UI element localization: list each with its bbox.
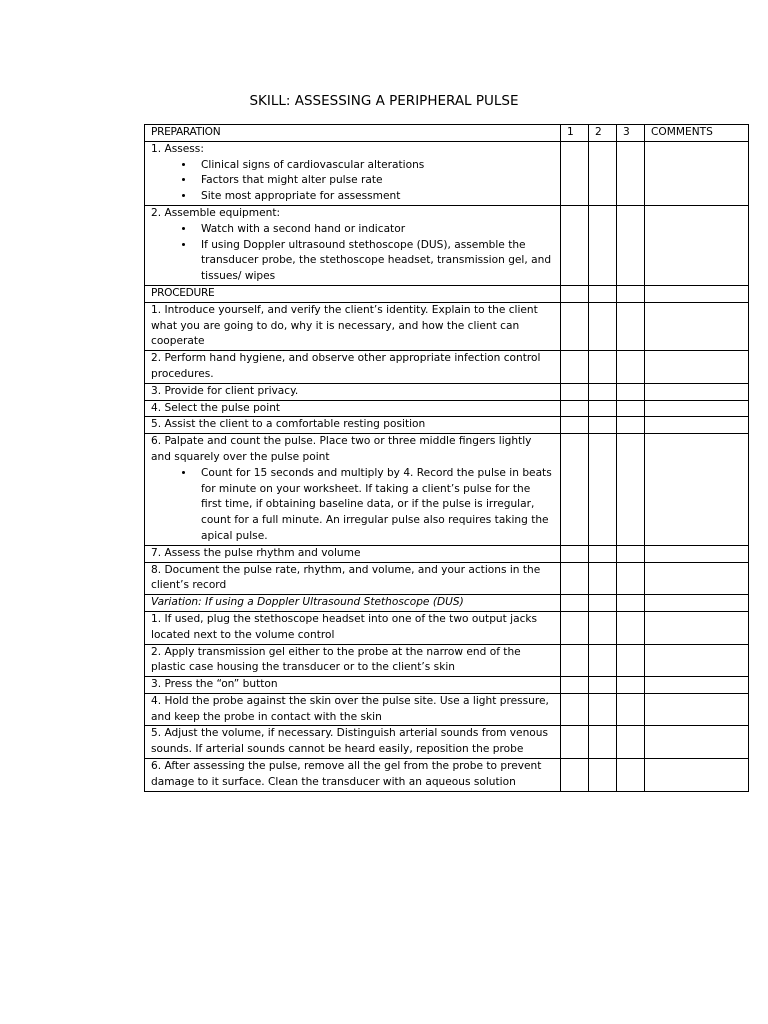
- table-row: [145, 611, 749, 644]
- column-3-header: 3: [617, 125, 645, 142]
- variation-check-2[interactable]: [589, 677, 617, 694]
- variation-header: Variation: If using a Doppler Ultrasound Stethoscope (DUS): [145, 595, 561, 612]
- variation-row: [145, 595, 749, 612]
- preparation-check-1[interactable]: [561, 205, 589, 285]
- variation-step-text: 4. Hold the probe against the skin over the pulse site. Use a light pressure, and keep the probe in contact with the skin: [151, 694, 549, 723]
- procedure-check-2[interactable]: [589, 285, 617, 302]
- procedure-check-2[interactable]: [589, 545, 617, 562]
- table-row: [145, 545, 749, 562]
- procedure-check-3[interactable]: [617, 285, 645, 302]
- variation-comments-cell[interactable]: [645, 595, 749, 612]
- procedure-check-3[interactable]: [617, 400, 645, 417]
- procedure-check-2[interactable]: [589, 302, 617, 350]
- variation-check-2[interactable]: [589, 611, 617, 644]
- variation-step-cell: [145, 644, 561, 677]
- procedure-comments-cell[interactable]: [645, 400, 749, 417]
- variation-comments-cell[interactable]: [645, 693, 749, 726]
- column-1-header: 1: [561, 125, 589, 142]
- procedure-check-1[interactable]: [561, 351, 589, 384]
- procedure-check-1[interactable]: [561, 562, 589, 595]
- variation-check-1[interactable]: [561, 759, 589, 792]
- variation-check-2[interactable]: [589, 726, 617, 759]
- header-row: [145, 125, 749, 142]
- preparation-check-1[interactable]: [561, 141, 589, 205]
- table-row: [145, 351, 749, 384]
- variation-check-3[interactable]: [617, 677, 645, 694]
- procedure-step-cell: [145, 302, 561, 350]
- list-item: • Site most appropriate for assessment: [195, 189, 554, 205]
- procedure-step-cell: [145, 545, 561, 562]
- procedure-comments-cell[interactable]: [645, 434, 749, 546]
- variation-check-1[interactable]: [561, 644, 589, 677]
- preparation-check-2[interactable]: [589, 141, 617, 205]
- procedure-comments-cell[interactable]: [645, 417, 749, 434]
- procedure-step-text: 5. Assist the client to a comfortable resting position: [151, 418, 426, 431]
- procedure-check-1[interactable]: [561, 302, 589, 350]
- column-2-header: 2: [589, 125, 617, 142]
- procedure-check-3[interactable]: [617, 302, 645, 350]
- procedure-step-cell: [145, 383, 561, 400]
- procedure-check-1[interactable]: [561, 383, 589, 400]
- variation-step-text: 2. Apply transmission gel either to the probe at the narrow end of the plastic case housing the transducer or to the client’s skin: [151, 645, 521, 674]
- variation-check-3[interactable]: [617, 644, 645, 677]
- variation-check-2[interactable]: [589, 759, 617, 792]
- variation-comments-cell[interactable]: [645, 726, 749, 759]
- procedure-header: PROCEDURE: [145, 285, 561, 302]
- procedure-check-1[interactable]: [561, 545, 589, 562]
- table-row: [145, 759, 749, 792]
- variation-check-2[interactable]: [589, 595, 617, 612]
- variation-step-cell: [145, 611, 561, 644]
- list-item: • Watch with a second hand or indicator: [195, 222, 554, 238]
- variation-step-cell: [145, 759, 561, 792]
- procedure-step-text: 3. Provide for client privacy.: [151, 384, 299, 397]
- procedure-check-3[interactable]: [617, 383, 645, 400]
- list-item: • If using Doppler ultrasound stethoscope (DUS), assemble the transducer probe, the stethoscope headset, transmission gel, and tissues/ wipes: [195, 238, 554, 285]
- procedure-check-3[interactable]: [617, 434, 645, 546]
- procedure-check-2[interactable]: [589, 434, 617, 546]
- variation-comments-cell[interactable]: [645, 759, 749, 792]
- list-item: • Factors that might alter pulse rate: [195, 173, 554, 189]
- table-row: [145, 434, 749, 546]
- variation-check-1[interactable]: [561, 693, 589, 726]
- procedure-step-cell: [145, 434, 561, 546]
- procedure-step-cell: [145, 417, 561, 434]
- preparation-check-3[interactable]: [617, 141, 645, 205]
- procedure-comments-cell[interactable]: [645, 562, 749, 595]
- variation-check-1[interactable]: [561, 677, 589, 694]
- table-row: [145, 400, 749, 417]
- procedure-check-2[interactable]: [589, 562, 617, 595]
- preparation-bullet-list: [151, 158, 554, 205]
- table-row: [145, 383, 749, 400]
- variation-step-text: 3. Press the “on” button: [151, 678, 278, 691]
- variation-check-1[interactable]: [561, 595, 589, 612]
- procedure-check-3[interactable]: [617, 417, 645, 434]
- procedure-comments-cell[interactable]: [645, 302, 749, 350]
- table-row: [145, 141, 749, 205]
- procedure-check-2[interactable]: [589, 351, 617, 384]
- procedure-step-text: 4. Select the pulse point: [151, 401, 281, 414]
- variation-check-2[interactable]: [589, 644, 617, 677]
- table-row: [145, 693, 749, 726]
- procedure-bullet-list: [151, 466, 554, 545]
- procedure-check-3[interactable]: [617, 351, 645, 384]
- variation-comments-cell[interactable]: [645, 611, 749, 644]
- procedure-step-cell: [145, 400, 561, 417]
- procedure-comments-cell[interactable]: [645, 351, 749, 384]
- table-row: [145, 205, 749, 285]
- procedure-step-text: 7. Assess the pulse rhythm and volume: [151, 546, 361, 559]
- variation-check-3[interactable]: [617, 726, 645, 759]
- variation-comments-cell[interactable]: [645, 677, 749, 694]
- preparation-comments-cell[interactable]: [645, 205, 749, 285]
- variation-check-3[interactable]: [617, 595, 645, 612]
- variation-step-cell: [145, 693, 561, 726]
- procedure-comments-cell[interactable]: [645, 285, 749, 302]
- procedure-step-cell: [145, 562, 561, 595]
- table-row: [145, 644, 749, 677]
- procedure-check-1[interactable]: [561, 400, 589, 417]
- procedure-check-2[interactable]: [589, 417, 617, 434]
- procedure-check-2[interactable]: [589, 383, 617, 400]
- preparation-header: PREPARATION: [145, 125, 561, 142]
- table-row: [145, 726, 749, 759]
- variation-step-text: 1. If used, plug the stethoscope headset into one of the two output jacks located next to the volume control: [151, 612, 538, 641]
- variation-check-1[interactable]: [561, 611, 589, 644]
- procedure-row: [145, 285, 749, 302]
- procedure-check-1[interactable]: [561, 434, 589, 546]
- procedure-comments-cell[interactable]: [645, 383, 749, 400]
- procedure-check-2[interactable]: [589, 400, 617, 417]
- procedure-check-3[interactable]: [617, 545, 645, 562]
- variation-check-3[interactable]: [617, 759, 645, 792]
- procedure-check-1[interactable]: [561, 285, 589, 302]
- list-item: • Clinical signs of cardiovascular alterations: [195, 158, 554, 174]
- procedure-step-text: 1. Introduce yourself, and verify the client’s identity. Explain to the client what you are going to do, why it is necessary, and how the client can cooperate: [151, 303, 538, 348]
- preparation-comments-cell[interactable]: [645, 141, 749, 205]
- checklist-body: [145, 141, 749, 791]
- procedure-step-cell: [145, 351, 561, 384]
- comments-header: COMMENTS: [645, 125, 749, 142]
- variation-check-3[interactable]: [617, 693, 645, 726]
- variation-step-cell: [145, 726, 561, 759]
- variation-step-cell: [145, 677, 561, 694]
- variation-check-3[interactable]: [617, 611, 645, 644]
- table-row: [145, 677, 749, 694]
- preparation-check-2[interactable]: [589, 205, 617, 285]
- list-item: • Count for 15 seconds and multiply by 4. Record the pulse in beats for minute on your worksheet. If taking a client’s pulse for the first time, if obtaining baseline data, or if the pulse is irregular, count for a full minute. An irregular pulse also requires taking the apical pulse.: [195, 466, 554, 545]
- skill-checklist-table: [144, 124, 749, 792]
- preparation-step-text: 1. Assess:: [151, 142, 204, 155]
- preparation-step-cell: [145, 205, 561, 285]
- variation-check-2[interactable]: [589, 693, 617, 726]
- procedure-step-text: 2. Perform hand hygiene, and observe other appropriate infection control procedures.: [151, 352, 541, 380]
- page-title: SKILL: ASSESSING A PERIPHERAL PULSE: [249, 93, 519, 109]
- procedure-comments-cell[interactable]: [645, 545, 749, 562]
- procedure-step-text: 6. Palpate and count the pulse. Place two or three middle fingers lightly and squarely over the pulse point: [151, 435, 532, 463]
- preparation-step-text: 2. Assemble equipment:: [151, 206, 281, 219]
- variation-comments-cell[interactable]: [645, 644, 749, 677]
- procedure-check-1[interactable]: [561, 417, 589, 434]
- preparation-bullet-list: [151, 222, 554, 285]
- variation-step-text: 5. Adjust the volume, if necessary. Distinguish arterial sounds from venous sounds. If arterial sounds cannot be heard easily, reposition the probe: [151, 727, 548, 756]
- table-row: [145, 417, 749, 434]
- table-row: [145, 302, 749, 350]
- variation-step-text: 6. After assessing the pulse, remove all the gel from the probe to prevent damage to it surface. Clean the transducer with an aqueous solution: [151, 760, 542, 788]
- preparation-step-cell: [145, 141, 561, 205]
- procedure-check-3[interactable]: [617, 562, 645, 595]
- procedure-step-text: 8. Document the pulse rate, rhythm, and volume, and your actions in the client’s record: [151, 563, 541, 592]
- preparation-check-3[interactable]: [617, 205, 645, 285]
- variation-check-1[interactable]: [561, 726, 589, 759]
- table-row: [145, 562, 749, 595]
